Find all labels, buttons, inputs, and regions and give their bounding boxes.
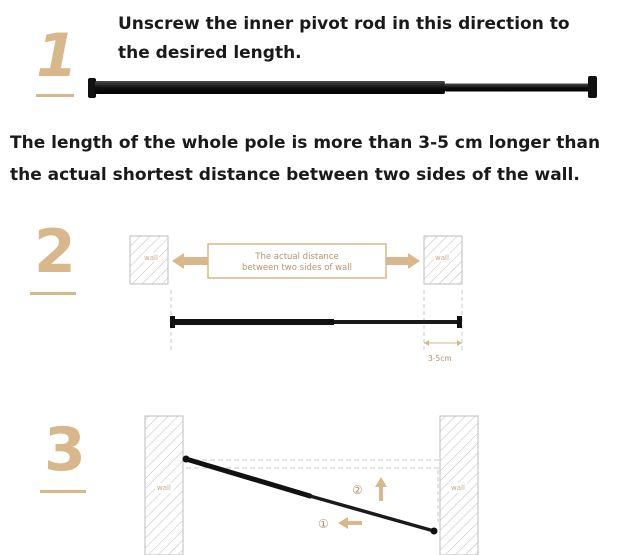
step-3-marker-2: ②	[352, 483, 363, 497]
step-2-right-arrow	[386, 253, 420, 269]
step-3-left-arrow	[338, 517, 362, 529]
step-3-rod	[183, 456, 438, 535]
step-2-box-line-1: The actual distance	[255, 252, 339, 262]
step-1-instruction: Unscrew the inner pivot rod in this direction to the desired length.	[118, 14, 570, 63]
step-2-right-wall-label: wall	[435, 254, 449, 262]
step-2-number: 2	[34, 217, 76, 287]
step-1-number: 1	[36, 21, 78, 91]
step-3-diagram	[145, 416, 478, 555]
step-3-up-arrow	[375, 477, 387, 501]
step-2-box-line-2: between two sides of wall	[242, 263, 352, 273]
step-2-left-arrow	[172, 253, 208, 269]
step-2-left-wall-label: wall	[144, 254, 158, 262]
step-3-marker-1: ①	[318, 517, 329, 531]
step-3-left-wall-label: wall	[157, 484, 171, 492]
step-1-rod	[88, 76, 597, 98]
step-3-right-wall-label: wall	[451, 484, 465, 492]
step-3-number: 3	[44, 415, 86, 485]
step-2-rod	[170, 316, 462, 328]
step-2-diagram	[130, 236, 462, 363]
step-2-extra-length-label: 3-5cm	[428, 354, 452, 363]
length-description: The length of the whole pole is more than 3-5 cm longer than the actual shortest distance between two sides of the wall.	[10, 133, 601, 185]
